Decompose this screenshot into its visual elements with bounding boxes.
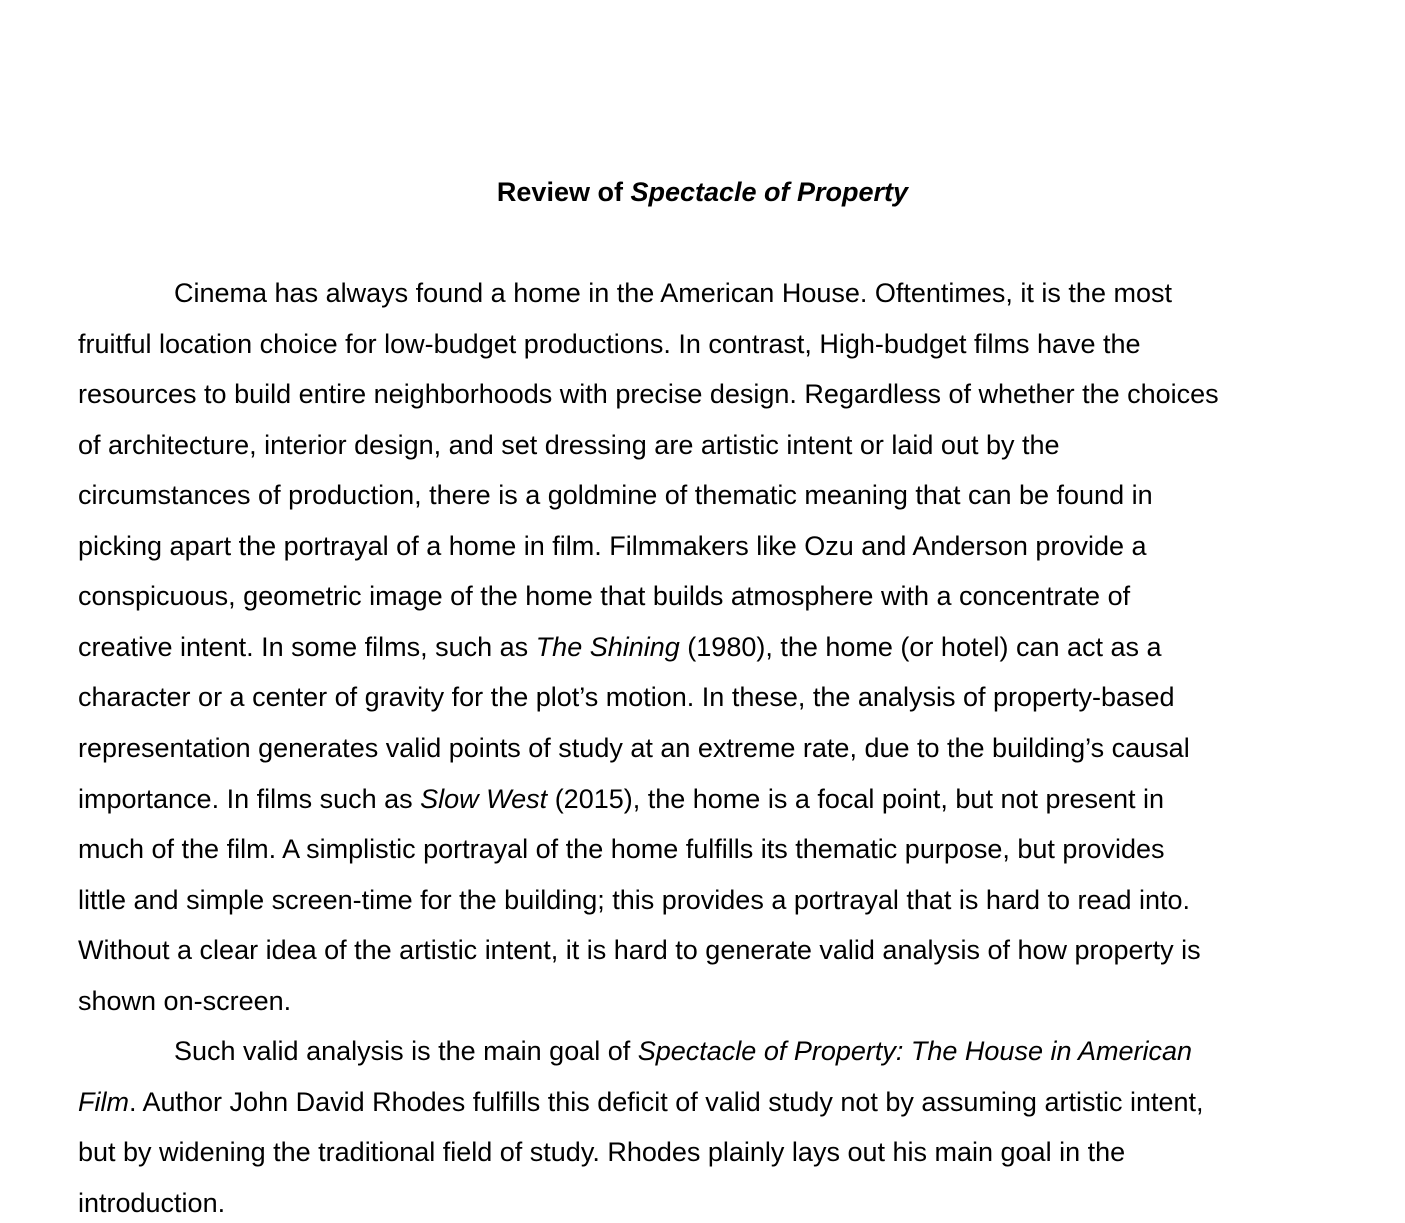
body-line <box>78 1183 225 1223</box>
italic-title-text: Spectacle of Property: The House in American <box>637 1036 1193 1066</box>
body-line <box>78 981 291 1021</box>
title-book-name: Spectacle of Property <box>630 177 909 207</box>
body-line <box>78 728 1190 768</box>
body-line <box>78 779 1164 819</box>
italic-title-text: The Shining <box>535 632 680 662</box>
body-line <box>78 829 1164 869</box>
body-text: but by widening the traditional field of study. Rhodes plainly lays out his main goal in the <box>78 1137 1126 1167</box>
body-line <box>78 880 1190 920</box>
body-line <box>78 526 1147 566</box>
body-text: shown on-screen. <box>78 986 292 1016</box>
body-line <box>78 1132 1125 1172</box>
body-line <box>174 273 1172 313</box>
body-text: . Author John David Rhodes fulfills this deficit of valid study not by assuming artistic intent, <box>128 1087 1204 1117</box>
italic-title-text: Film <box>78 1087 129 1117</box>
body-text: (1980), the home (or hotel) can act as a <box>679 632 1162 662</box>
title-prefix: Review of <box>496 177 631 207</box>
body-line <box>78 1082 1204 1122</box>
italic-title-text: Slow West <box>420 784 548 814</box>
body-line <box>78 324 1141 364</box>
body-text: little and simple screen-time for the building; this provides a portrayal that is hard to read into. <box>78 885 1191 915</box>
body-text: resources to build entire neighborhoods with precise design. Regardless of whether the choices <box>78 379 1219 409</box>
body-text: fruitful location choice for low-budget productions. In contrast, High-budget films have the <box>78 329 1141 359</box>
body-text: picking apart the portrayal of a home in film. Filmmakers like Ozu and Anderson provide a <box>78 531 1147 561</box>
body-text: much of the film. A simplistic portrayal of the home fulfills its thematic purpose, but provides <box>78 834 1165 864</box>
body-text: conspicuous, geometric image of the home that builds atmosphere with a concentrate of <box>78 581 1131 611</box>
body-text: Cinema has always found a home in the American House. Oftentimes, it is the most <box>174 278 1172 308</box>
body-text: circumstances of production, there is a goldmine of thematic meaning that can be found in <box>78 480 1153 510</box>
body-line <box>78 677 1175 717</box>
body-line <box>174 1031 1192 1071</box>
body-text: importance. In films such as <box>78 784 421 814</box>
body-text: introduction. <box>78 1188 226 1218</box>
body-line <box>78 475 1153 515</box>
body-text: of architecture, interior design, and set dressing are artistic intent or laid out by the <box>78 430 1060 460</box>
body-line <box>78 374 1219 414</box>
body-line <box>78 576 1130 616</box>
body-text: character or a center of gravity for the plot’s motion. In these, the analysis of property-based <box>78 682 1175 712</box>
body-line <box>78 930 1201 970</box>
body-line <box>78 627 1162 667</box>
review-title <box>0 172 1405 212</box>
body-text: creative intent. In some films, such as <box>78 632 536 662</box>
body-line <box>78 425 1060 465</box>
body-text: Such valid analysis is the main goal of <box>174 1036 638 1066</box>
body-text: Without a clear idea of the artistic intent, it is hard to generate valid analysis of how property is <box>78 935 1201 965</box>
body-text: (2015), the home is a focal point, but not present in <box>547 784 1165 814</box>
body-text: representation generates valid points of study at an extreme rate, due to the building’s causal <box>78 733 1190 763</box>
